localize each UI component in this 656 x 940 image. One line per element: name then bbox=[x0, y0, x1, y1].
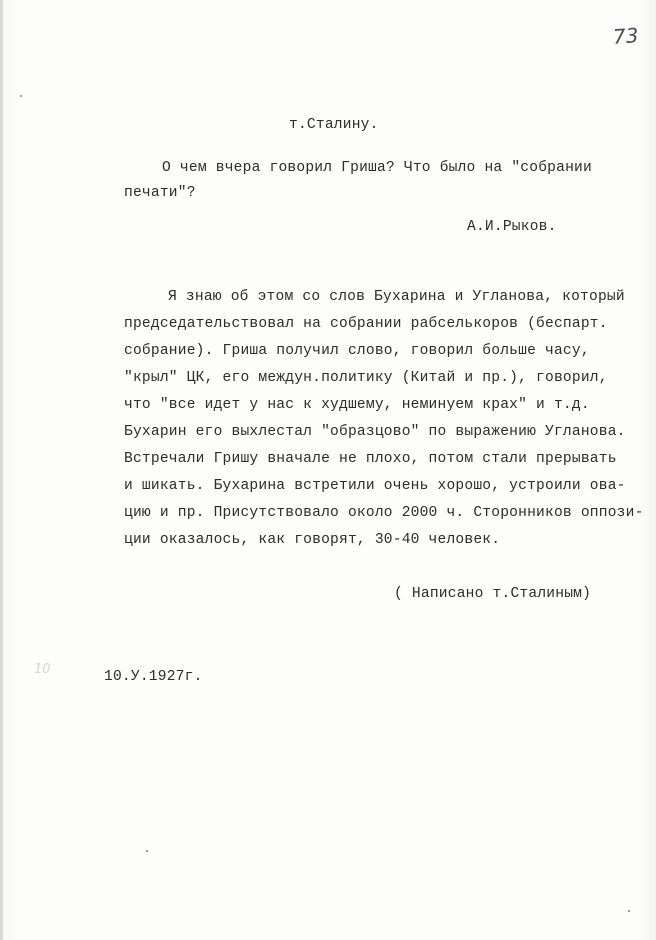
answer-line-8: и шикать. Бухарина встретили очень хорошо, устроили ова- bbox=[124, 478, 626, 494]
question-signature: А.И.Рыков. bbox=[467, 219, 557, 235]
authorship-note: ( Написано т.Сталиным) bbox=[394, 586, 592, 602]
question-line-2: печати"? bbox=[124, 185, 196, 201]
page-edge bbox=[0, 0, 3, 940]
question-line-1: О чем вчера говорил Гриша? Что было на "собрании bbox=[162, 160, 592, 176]
answer-line-3: собрание). Гриша получил слово, говорил больше часу, bbox=[124, 343, 590, 359]
page-number: 73 bbox=[611, 23, 639, 49]
paper-speck bbox=[146, 850, 148, 852]
answer-line-9: цию и пр. Присутствовало около 2000 ч. Сторонников оппози- bbox=[124, 505, 644, 521]
faint-mark: 10 bbox=[34, 662, 51, 677]
addressee-line: т.Сталину. bbox=[289, 117, 379, 133]
answer-line-10: ции оказалось, как говорят, 30-40 человек. bbox=[124, 532, 501, 548]
answer-line-6: Бухарин его выхлестал "образцово" по выражению Угланова. bbox=[124, 424, 626, 440]
answer-line-4: "крыл" ЦК, его междун.политику (Китай и пр.), говорил, bbox=[124, 370, 608, 386]
document-date: 10.У.1927г. bbox=[104, 669, 203, 685]
answer-line-1: Я знаю об этом со слов Бухарина и Угланова, который bbox=[168, 289, 625, 305]
answer-line-5: что "все идет у нас к худшему, неминуем крах" и т.д. bbox=[124, 397, 590, 413]
paper-speck bbox=[628, 910, 630, 912]
answer-line-2: председательствовал на собрании рабселькоров (беспарт. bbox=[124, 316, 608, 332]
paper-speck bbox=[20, 95, 22, 97]
answer-line-7: Встречали Гришу вначале не плохо, потом стали прерывать bbox=[124, 451, 617, 467]
